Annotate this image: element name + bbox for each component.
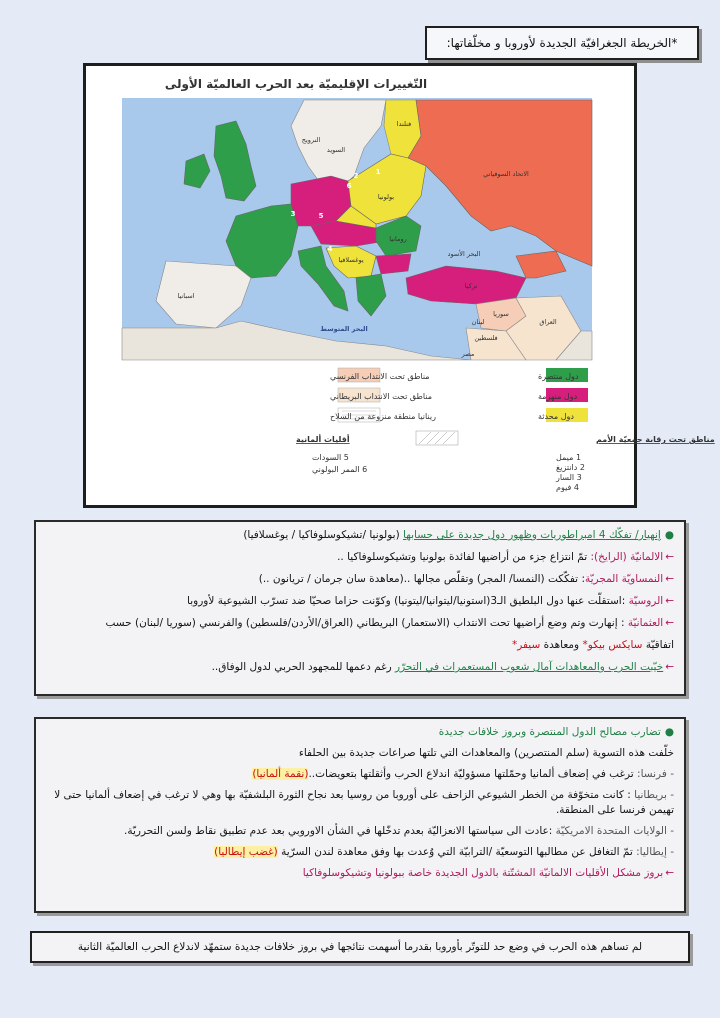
arrow-left-icon: ← — [665, 551, 674, 563]
map-label-ussr: الاتحاد السوفياتي — [483, 170, 529, 178]
map-marker-4: 4 — [327, 245, 333, 253]
arrow-left-icon: ← — [665, 595, 674, 607]
legend-label-loser: دول منهزمة — [538, 392, 578, 401]
box1-line-5: ←العثمانيّة : إنهارت وتم وضع أراضيها تحت الانتداب (الاستعمار) البريطاني (العراق/الأردن/فلسطين) والفرنسي (سوريا /لبنان) حسب — [105, 617, 674, 629]
legend-league-item-3: 3 السار — [556, 473, 582, 482]
bullet-icon: ● — [664, 726, 674, 738]
map-label-turkey: تركيا — [464, 282, 478, 290]
map-bulgaria — [376, 254, 411, 274]
legend-minority-item-5: 5 السودات — [312, 453, 349, 462]
legend-swatch-league — [416, 431, 458, 445]
map-label-romania: رومانيا — [389, 235, 407, 243]
map-figure — [83, 63, 715, 508]
legend-league-item-2: 2 دانتزيغ — [556, 463, 585, 472]
legend-minorities-title: أقليات ألمانية — [296, 435, 350, 444]
map-label-lebanon: لبنان — [471, 318, 485, 326]
box2-line-7: ←بروز مشكل الأقليات الالمانيّة المشتّتة بالدول الجديدة خاصة ببولونيا وتشيكوسلوفاكيا — [302, 867, 674, 879]
legend-league-title: مناطق تحت رقابة جمعيّة الأمم — [596, 435, 715, 444]
arrow-left-icon: ← — [665, 617, 674, 629]
legend-label-british: مناطق تحت الانتداب البريطاني — [330, 392, 433, 401]
map-marker-1: 1 — [375, 168, 381, 176]
map-label-finland: فنلندا — [396, 120, 412, 128]
map-label-med-sea: البحر المتوسط — [320, 325, 368, 333]
legend-label-french: مناطق تحت الانتداب الفرنسي — [330, 372, 430, 381]
box2-line-4: - بريطانيا : كانت متخوّفة من الخطر الشيوعي الزاحف على أوروبا من روسيا بعد نجاح الثورة البلشفيّة بها وهي لا ترغب في إضعاف ألمانيا حتى لا تهيمن فرنسا على المنطقة. — [54, 789, 674, 816]
bullet-icon: ● — [664, 529, 674, 541]
legend-label-rhineland: رينانيا منطقة منزوعة من السلاح — [330, 412, 436, 421]
allies-conflicts-box — [34, 717, 686, 913]
map-label-egypt: مصر — [461, 350, 475, 358]
box1-line-2: ←الالمانيّة (الرايخ): تمّ انتزاع جزء من أراضيها لفائدة بولونيا وتشيكوسلوفاكيا .. — [337, 551, 674, 563]
arrow-left-icon: ← — [665, 867, 674, 879]
map-label-sweden: السويد — [326, 146, 346, 154]
legend-league-item-4: 4 فيوم — [556, 483, 579, 492]
legend-minority-item-6: 6 الممر البولوني — [312, 465, 368, 474]
map-marker-3: 3 — [290, 210, 296, 218]
box1-line-1: ●إنهيار/ تفكّك 4 امبراطوريات وظهور دول جديدة على حسابها (بولونيا /تشيكوسلوفاكيا / يوغسلافيا) — [243, 529, 674, 541]
map-label-poland: بولونيا — [377, 193, 395, 201]
map-label-syria: سوريا — [493, 310, 509, 318]
empires-collapse-box — [34, 520, 686, 696]
box1-line-3: ←النمساويّة المجريّة: تفكّكت (النمسا/ المجر) وتقلّص مجالها ..(معاهدة سان جرمان / تريانون ..) — [258, 573, 674, 585]
europe-map — [86, 66, 715, 505]
box1-line-6: اتفاقيّة سايكس بيكو* ومعاهدة سيفر* — [511, 639, 674, 651]
box1-line-7: ←خيّبت الحرب والمعاهدات آمال شعوب المستعمرات في التحرّر رغم دعمها للمجهود الحربي لدول الوفاق.. — [211, 661, 674, 673]
map-label-yugoslavia: يوغسلافيا — [338, 256, 364, 264]
map-marker-2: 2 — [353, 172, 359, 180]
box2-line-3: - فرنسا: ترغب في إضعاف ألمانيا وحمّلتها مسؤوليّة اندلاع الحرب وأثقلتها بتعويضات..(نقمة ألمانيا) — [252, 768, 674, 780]
map-label-palestine: فلسطين — [474, 334, 498, 342]
box2-line-6: - إيطاليا: تمّ التغافل عن مطالبها التوسعيّة /الترابيّة التي وُعدت بها وفق معاهدة لندن السرّية (غضب إيطاليا) — [214, 846, 674, 858]
box2-line-2: خلّفت هذه التسوية (سلم المنتصرين) والمعاهدات التي تلتها صراعات جديدة بين الحلفاء — [298, 747, 674, 759]
map-label-norway: النرويج — [301, 136, 321, 144]
box2-line-1: ●تضارب مصالح الدول المنتصرة وبروز خلافات جديدة — [438, 726, 674, 738]
legend-label-new: دول محدثة — [538, 412, 574, 421]
section-title: *الخريطة الجغرافيّة الجديدة لأوروبا و مخلّفاتها: — [425, 26, 699, 60]
box2-line-5: - الولايات المتحدة الامريكيّة :عادت الى سياستها الانعزاليّة بعدم تدخّلها في الشأن الاوروبي بعد عدم تطبيق نقاط ولسن التحرريّة. — [124, 825, 674, 837]
legend-label-winner: دول منتصرة — [538, 372, 579, 381]
box1-line-4: ←الروسيّة :استقلّت عنها دول البلطيق الـ3(استونيا/ليتوانيا/ليتونيا) وكوّنت حزاما صحيّا ضد تسرّب الشيوعية لأوروبا — [187, 595, 674, 607]
legend-league-item-1: 1 ميمل — [556, 453, 582, 462]
arrow-left-icon: ← — [665, 661, 674, 673]
arrow-left-icon: ← — [665, 573, 674, 585]
map-marker-6: 6 — [346, 182, 352, 190]
map-label-black-sea: البحر الأسود — [447, 250, 481, 258]
conclusion-box: لم تساهم هذه الحرب في وضع حد للتوتّر بأوروبا بقدرما أسهمت نتائجها في بروز خلافات جديدة ستمهّد لاندلاع الحرب العالميّة الثانية — [30, 931, 690, 963]
map-label-spain: اسبانيا — [177, 292, 195, 300]
map-label-iraq: العراق — [539, 318, 557, 326]
map-marker-5: 5 — [318, 212, 324, 220]
map-title: التّغييرات الإقليميّة بعد الحرب العالميّة الأولى — [164, 77, 428, 91]
